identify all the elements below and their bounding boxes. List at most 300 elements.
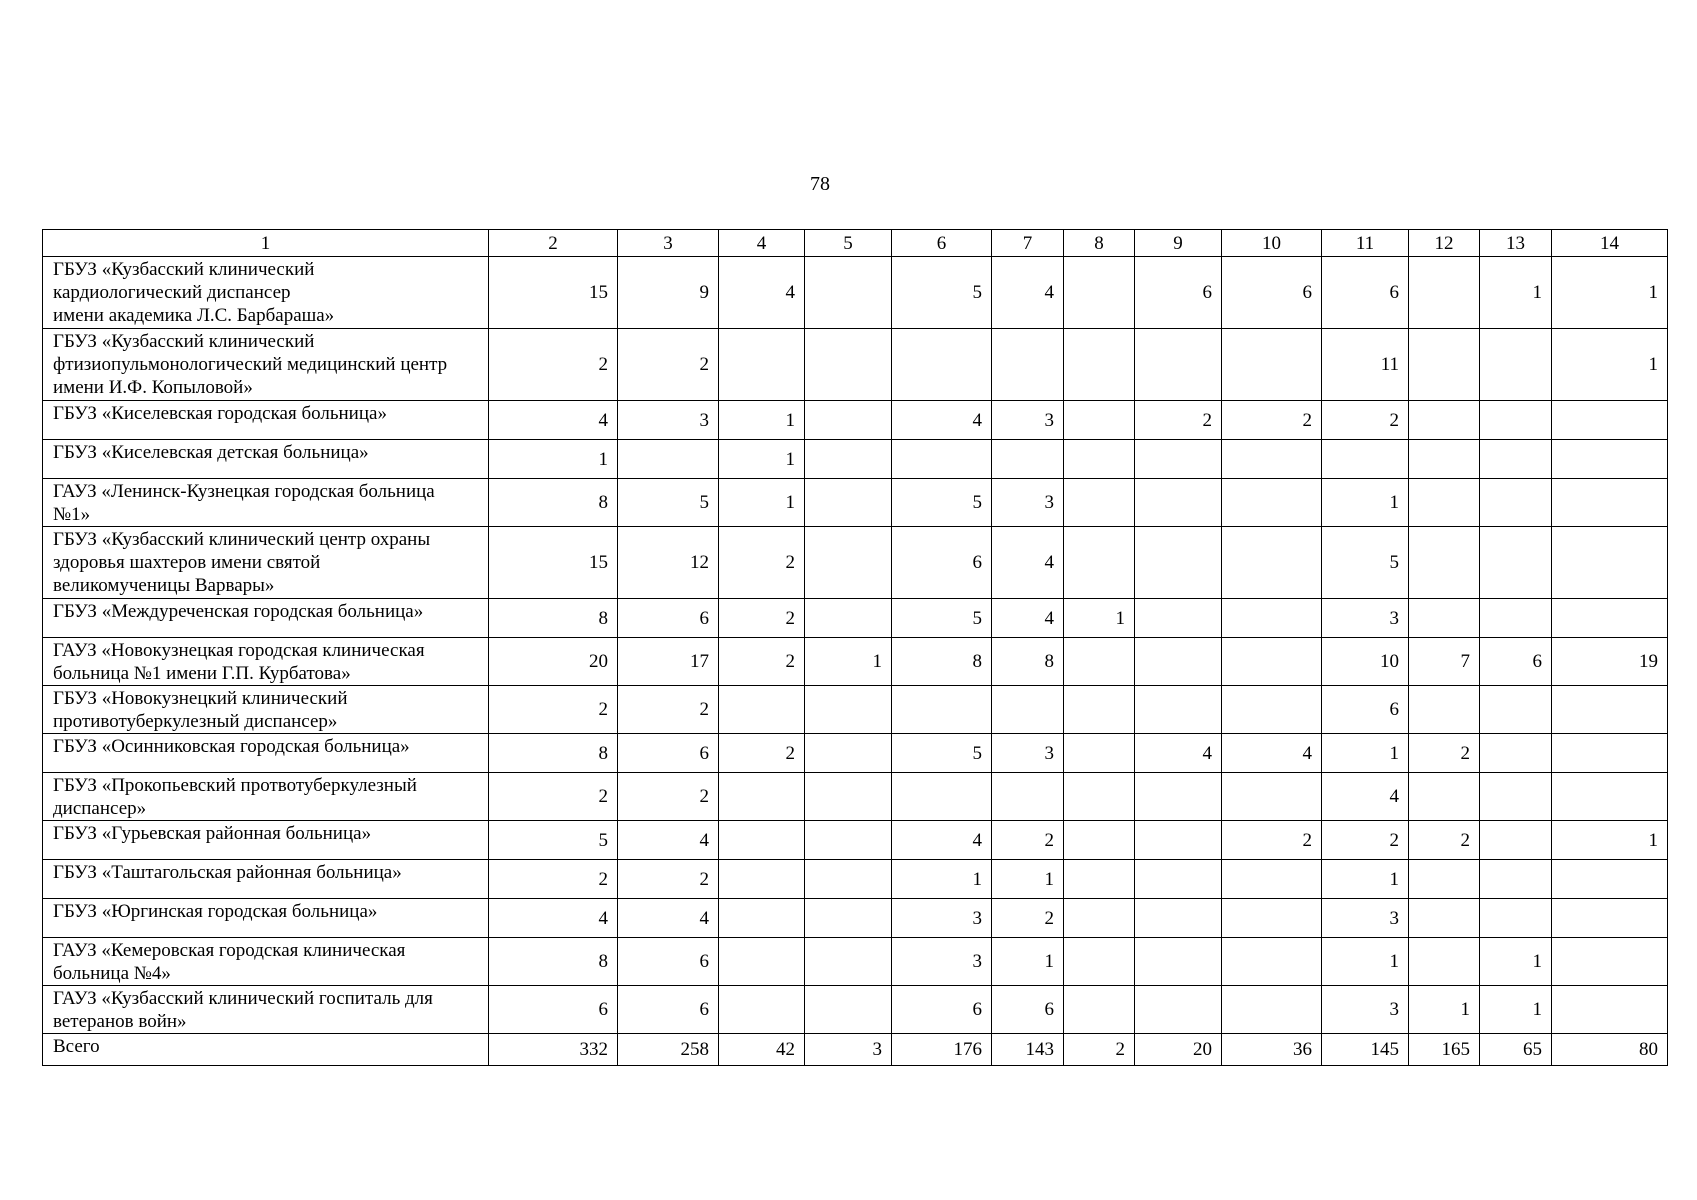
value-cell: 2 bbox=[489, 773, 618, 821]
value-cell: 20 bbox=[489, 638, 618, 686]
value-cell bbox=[1409, 899, 1480, 938]
value-cell: 1 bbox=[1552, 257, 1668, 329]
value-cell bbox=[719, 686, 805, 734]
value-cell: 2 bbox=[1409, 734, 1480, 773]
value-cell: 2 bbox=[1409, 821, 1480, 860]
data-table bbox=[42, 229, 1668, 1066]
value-cell: 6 bbox=[1480, 638, 1552, 686]
value-cell: 3 bbox=[618, 401, 719, 440]
value-cell: 6 bbox=[992, 986, 1064, 1034]
value-cell: 8 bbox=[489, 599, 618, 638]
value-cell: 36 bbox=[1222, 1034, 1322, 1066]
value-cell: 12 bbox=[618, 527, 719, 599]
value-cell: 7 bbox=[1409, 638, 1480, 686]
institution-name-cell bbox=[43, 686, 489, 734]
institution-name-line: ГБУЗ «Киселевская городская больница» bbox=[53, 403, 387, 424]
institution-name-line: диспансер» bbox=[53, 798, 147, 819]
institution-name-line: ГБУЗ «Киселевская детская больница» bbox=[53, 442, 369, 463]
value-cell bbox=[1552, 986, 1668, 1034]
value-cell: 4 bbox=[1135, 734, 1222, 773]
value-cell bbox=[719, 938, 805, 986]
value-cell: 1 bbox=[1064, 599, 1135, 638]
institution-name-line: ветеранов войн» bbox=[53, 1011, 187, 1032]
value-cell: 8 bbox=[489, 734, 618, 773]
value-cell bbox=[805, 773, 892, 821]
value-cell: 1 bbox=[892, 860, 992, 899]
value-cell bbox=[1064, 329, 1135, 401]
institution-name-line: ГБУЗ «Таштагольская районная больница» bbox=[53, 862, 402, 883]
value-cell: 3 bbox=[992, 734, 1064, 773]
institution-name-cell bbox=[43, 401, 489, 440]
value-cell: 145 bbox=[1322, 1034, 1409, 1066]
table-row bbox=[43, 938, 1668, 986]
value-cell bbox=[1552, 773, 1668, 821]
table-row bbox=[43, 773, 1668, 821]
institution-name-line: ГБУЗ «Кузбасский клинический bbox=[53, 259, 315, 280]
institution-name-cell bbox=[43, 599, 489, 638]
value-cell: 5 bbox=[892, 479, 992, 527]
institution-name-cell bbox=[43, 734, 489, 773]
institution-name-line: здоровья шахтеров имени святой bbox=[53, 552, 321, 573]
value-cell: 42 bbox=[719, 1034, 805, 1066]
value-cell bbox=[1064, 860, 1135, 899]
value-cell bbox=[1409, 440, 1480, 479]
value-cell: 2 bbox=[1135, 401, 1222, 440]
value-cell: 65 bbox=[1480, 1034, 1552, 1066]
value-cell bbox=[1064, 899, 1135, 938]
value-cell bbox=[1135, 527, 1222, 599]
value-cell: 8 bbox=[992, 638, 1064, 686]
value-cell: 6 bbox=[1322, 686, 1409, 734]
value-cell bbox=[805, 257, 892, 329]
institution-name-line: больница №1 имени Г.П. Курбатова» bbox=[53, 663, 351, 684]
value-cell: 1 bbox=[1552, 329, 1668, 401]
value-cell: 258 bbox=[618, 1034, 719, 1066]
value-cell: 1 bbox=[1409, 986, 1480, 1034]
institution-name-line: ГАУЗ «Кузбасский клинический госпиталь для bbox=[53, 988, 433, 1009]
value-cell: 2 bbox=[1222, 401, 1322, 440]
value-cell: 10 bbox=[1322, 638, 1409, 686]
value-cell bbox=[1222, 938, 1322, 986]
value-cell: 165 bbox=[1409, 1034, 1480, 1066]
value-cell bbox=[1409, 329, 1480, 401]
value-cell bbox=[892, 440, 992, 479]
value-cell: 6 bbox=[892, 986, 992, 1034]
institution-name-line: ГБУЗ «Юргинская городская больница» bbox=[53, 901, 378, 922]
value-cell bbox=[719, 329, 805, 401]
value-cell bbox=[1409, 860, 1480, 899]
value-cell bbox=[1480, 734, 1552, 773]
value-cell bbox=[1064, 479, 1135, 527]
table-row bbox=[43, 479, 1668, 527]
value-cell: 2 bbox=[719, 599, 805, 638]
value-cell bbox=[1222, 773, 1322, 821]
value-cell: 3 bbox=[892, 899, 992, 938]
value-cell bbox=[1480, 527, 1552, 599]
value-cell bbox=[1480, 860, 1552, 899]
value-cell bbox=[1552, 599, 1668, 638]
header-cell: 12 bbox=[1409, 230, 1480, 257]
value-cell bbox=[1480, 329, 1552, 401]
value-cell: 2 bbox=[1322, 821, 1409, 860]
header-cell: 5 bbox=[805, 230, 892, 257]
value-cell: 6 bbox=[892, 527, 992, 599]
value-cell bbox=[1480, 479, 1552, 527]
table-row bbox=[43, 401, 1668, 440]
value-cell bbox=[1409, 401, 1480, 440]
value-cell bbox=[1135, 479, 1222, 527]
value-cell: 332 bbox=[489, 1034, 618, 1066]
table-body bbox=[43, 257, 1668, 1066]
value-cell bbox=[1409, 527, 1480, 599]
value-cell bbox=[1222, 986, 1322, 1034]
value-cell bbox=[1552, 401, 1668, 440]
value-cell: 9 bbox=[618, 257, 719, 329]
value-cell: 4 bbox=[892, 821, 992, 860]
institution-name-line: ГБУЗ «Кузбасский клинический центр охраны bbox=[53, 529, 431, 550]
value-cell: 2 bbox=[1064, 1034, 1135, 1066]
institution-name-line: Всего bbox=[53, 1036, 100, 1057]
institution-name-cell bbox=[43, 986, 489, 1034]
institution-name-line: противотуберкулезный диспансер» bbox=[53, 711, 338, 732]
institution-name-cell bbox=[43, 938, 489, 986]
value-cell: 19 bbox=[1552, 638, 1668, 686]
table-row bbox=[43, 257, 1668, 329]
value-cell bbox=[1552, 440, 1668, 479]
value-cell: 176 bbox=[892, 1034, 992, 1066]
value-cell bbox=[1135, 686, 1222, 734]
header-cell: 4 bbox=[719, 230, 805, 257]
value-cell bbox=[1064, 440, 1135, 479]
value-cell bbox=[618, 440, 719, 479]
value-cell: 1 bbox=[1322, 860, 1409, 899]
table-row bbox=[43, 527, 1668, 599]
value-cell: 2 bbox=[1222, 821, 1322, 860]
value-cell: 2 bbox=[618, 686, 719, 734]
institution-name-cell bbox=[43, 860, 489, 899]
value-cell bbox=[1135, 821, 1222, 860]
value-cell bbox=[1064, 257, 1135, 329]
institution-name-cell bbox=[43, 899, 489, 938]
table-row bbox=[43, 638, 1668, 686]
value-cell: 1 bbox=[489, 440, 618, 479]
value-cell: 8 bbox=[489, 938, 618, 986]
value-cell: 8 bbox=[489, 479, 618, 527]
institution-name-line: ГАУЗ «Ленинск-Кузнецкая городская больница bbox=[53, 481, 435, 502]
institution-name-line: ГБУЗ «Прокопьевский протвотуберкулезный bbox=[53, 775, 417, 796]
value-cell: 80 bbox=[1552, 1034, 1668, 1066]
value-cell: 6 bbox=[618, 938, 719, 986]
value-cell bbox=[892, 329, 992, 401]
value-cell: 20 bbox=[1135, 1034, 1222, 1066]
value-cell bbox=[805, 599, 892, 638]
value-cell: 4 bbox=[1222, 734, 1322, 773]
value-cell bbox=[1064, 938, 1135, 986]
table-row bbox=[43, 860, 1668, 899]
value-cell: 1 bbox=[805, 638, 892, 686]
table-row bbox=[43, 440, 1668, 479]
value-cell bbox=[1135, 440, 1222, 479]
institution-name-cell bbox=[43, 329, 489, 401]
value-cell bbox=[892, 773, 992, 821]
value-cell bbox=[1480, 821, 1552, 860]
institution-name-line: имени И.Ф. Копыловой» bbox=[53, 377, 253, 398]
value-cell: 2 bbox=[489, 860, 618, 899]
value-cell: 15 bbox=[489, 527, 618, 599]
value-cell: 1 bbox=[1322, 938, 1409, 986]
value-cell bbox=[1135, 938, 1222, 986]
value-cell bbox=[1064, 821, 1135, 860]
institution-name-cell bbox=[43, 1034, 489, 1066]
value-cell: 4 bbox=[992, 257, 1064, 329]
value-cell: 4 bbox=[719, 257, 805, 329]
table-row bbox=[43, 899, 1668, 938]
value-cell bbox=[1480, 599, 1552, 638]
value-cell bbox=[1135, 599, 1222, 638]
value-cell bbox=[805, 440, 892, 479]
total-row bbox=[43, 1034, 1668, 1066]
institution-name-cell bbox=[43, 773, 489, 821]
table-row bbox=[43, 599, 1668, 638]
institution-name-line: больница №4» bbox=[53, 963, 171, 984]
value-cell: 2 bbox=[719, 734, 805, 773]
value-cell bbox=[1409, 686, 1480, 734]
value-cell: 1 bbox=[719, 440, 805, 479]
value-cell: 2 bbox=[1322, 401, 1409, 440]
value-cell bbox=[1222, 638, 1322, 686]
institution-name-cell bbox=[43, 821, 489, 860]
value-cell bbox=[1552, 527, 1668, 599]
value-cell bbox=[719, 899, 805, 938]
value-cell: 2 bbox=[719, 527, 805, 599]
value-cell: 6 bbox=[618, 986, 719, 1034]
institution-name-line: кардиологический диспансер bbox=[53, 282, 291, 303]
institution-name-cell bbox=[43, 479, 489, 527]
value-cell: 1 bbox=[992, 860, 1064, 899]
value-cell bbox=[1222, 329, 1322, 401]
value-cell bbox=[992, 686, 1064, 734]
header-cell: 1 bbox=[43, 230, 489, 257]
institution-name-line: ГБУЗ «Гурьевская районная больница» bbox=[53, 823, 372, 844]
value-cell: 1 bbox=[1480, 986, 1552, 1034]
value-cell: 5 bbox=[892, 599, 992, 638]
value-cell: 2 bbox=[992, 821, 1064, 860]
value-cell bbox=[805, 527, 892, 599]
institution-name-line: №1» bbox=[53, 504, 91, 525]
value-cell: 1 bbox=[992, 938, 1064, 986]
header-cell: 9 bbox=[1135, 230, 1222, 257]
value-cell bbox=[1409, 599, 1480, 638]
value-cell bbox=[1135, 638, 1222, 686]
value-cell bbox=[1222, 440, 1322, 479]
value-cell bbox=[805, 734, 892, 773]
value-cell: 3 bbox=[992, 479, 1064, 527]
page-number: 78 bbox=[810, 173, 830, 195]
value-cell: 6 bbox=[618, 599, 719, 638]
value-cell: 8 bbox=[892, 638, 992, 686]
value-cell bbox=[1135, 860, 1222, 899]
value-cell bbox=[1064, 773, 1135, 821]
value-cell: 5 bbox=[1322, 527, 1409, 599]
value-cell bbox=[719, 860, 805, 899]
value-cell: 5 bbox=[489, 821, 618, 860]
value-cell bbox=[1409, 479, 1480, 527]
value-cell: 6 bbox=[489, 986, 618, 1034]
value-cell: 3 bbox=[805, 1034, 892, 1066]
value-cell: 1 bbox=[719, 479, 805, 527]
value-cell bbox=[719, 986, 805, 1034]
table-row bbox=[43, 329, 1668, 401]
table-row bbox=[43, 986, 1668, 1034]
value-cell: 1 bbox=[1480, 257, 1552, 329]
institution-name-line: ГАУЗ «Кемеровская городская клиническая bbox=[53, 940, 406, 961]
institution-name-cell bbox=[43, 527, 489, 599]
header-cell: 7 bbox=[992, 230, 1064, 257]
institution-name-line: ГАУЗ «Новокузнецкая городская клиническая bbox=[53, 640, 425, 661]
value-cell bbox=[1135, 329, 1222, 401]
value-cell: 5 bbox=[618, 479, 719, 527]
table-row bbox=[43, 686, 1668, 734]
value-cell bbox=[1409, 257, 1480, 329]
header-row bbox=[43, 230, 1668, 257]
value-cell bbox=[1135, 986, 1222, 1034]
value-cell bbox=[1064, 527, 1135, 599]
header-cell: 8 bbox=[1064, 230, 1135, 257]
value-cell bbox=[1135, 899, 1222, 938]
value-cell bbox=[1480, 899, 1552, 938]
value-cell bbox=[1409, 938, 1480, 986]
value-cell: 4 bbox=[618, 899, 719, 938]
value-cell: 2 bbox=[618, 329, 719, 401]
institution-name-cell bbox=[43, 638, 489, 686]
value-cell bbox=[805, 686, 892, 734]
value-cell: 5 bbox=[892, 257, 992, 329]
value-cell bbox=[992, 773, 1064, 821]
value-cell: 2 bbox=[489, 686, 618, 734]
value-cell: 6 bbox=[1222, 257, 1322, 329]
institution-name-line: фтизиопульмонологический медицинский центр bbox=[53, 354, 448, 375]
value-cell: 4 bbox=[992, 599, 1064, 638]
value-cell: 143 bbox=[992, 1034, 1064, 1066]
value-cell bbox=[1552, 899, 1668, 938]
institution-name-line: ГБУЗ «Кузбасский клинический bbox=[53, 331, 315, 352]
value-cell: 4 bbox=[489, 401, 618, 440]
value-cell bbox=[719, 821, 805, 860]
table-row bbox=[43, 821, 1668, 860]
value-cell: 2 bbox=[618, 860, 719, 899]
value-cell bbox=[805, 821, 892, 860]
institution-name-line: ГБУЗ «Осинниковская городская больница» bbox=[53, 736, 410, 757]
value-cell bbox=[1064, 686, 1135, 734]
value-cell bbox=[1552, 686, 1668, 734]
header-cell: 3 bbox=[618, 230, 719, 257]
value-cell bbox=[1552, 938, 1668, 986]
value-cell: 15 bbox=[489, 257, 618, 329]
value-cell bbox=[1135, 773, 1222, 821]
value-cell bbox=[992, 329, 1064, 401]
value-cell: 4 bbox=[892, 401, 992, 440]
header-cell: 2 bbox=[489, 230, 618, 257]
header-cell: 14 bbox=[1552, 230, 1668, 257]
value-cell: 2 bbox=[618, 773, 719, 821]
value-cell bbox=[1480, 686, 1552, 734]
value-cell bbox=[1222, 599, 1322, 638]
value-cell bbox=[892, 686, 992, 734]
value-cell bbox=[1222, 860, 1322, 899]
value-cell: 6 bbox=[1135, 257, 1222, 329]
value-cell: 1 bbox=[1322, 479, 1409, 527]
value-cell bbox=[1064, 401, 1135, 440]
value-cell: 5 bbox=[892, 734, 992, 773]
value-cell bbox=[1409, 773, 1480, 821]
value-cell bbox=[1480, 440, 1552, 479]
value-cell bbox=[1552, 479, 1668, 527]
value-cell bbox=[805, 938, 892, 986]
value-cell: 4 bbox=[489, 899, 618, 938]
value-cell: 11 bbox=[1322, 329, 1409, 401]
value-cell: 1 bbox=[1552, 821, 1668, 860]
value-cell bbox=[1322, 440, 1409, 479]
value-cell bbox=[805, 899, 892, 938]
value-cell: 3 bbox=[1322, 599, 1409, 638]
value-cell: 2 bbox=[489, 329, 618, 401]
value-cell bbox=[805, 860, 892, 899]
value-cell bbox=[1222, 899, 1322, 938]
value-cell: 4 bbox=[618, 821, 719, 860]
value-cell bbox=[992, 440, 1064, 479]
value-cell: 2 bbox=[992, 899, 1064, 938]
institution-name-cell bbox=[43, 440, 489, 479]
value-cell bbox=[1064, 638, 1135, 686]
header-cell: 11 bbox=[1322, 230, 1409, 257]
value-cell: 6 bbox=[618, 734, 719, 773]
value-cell bbox=[1222, 686, 1322, 734]
header-cell: 13 bbox=[1480, 230, 1552, 257]
value-cell: 1 bbox=[1480, 938, 1552, 986]
value-cell: 2 bbox=[719, 638, 805, 686]
value-cell bbox=[805, 401, 892, 440]
institution-name-cell bbox=[43, 257, 489, 329]
institution-name-line: ГБУЗ «Междуреченская городская больница» bbox=[53, 601, 424, 622]
header-cell: 6 bbox=[892, 230, 992, 257]
value-cell: 17 bbox=[618, 638, 719, 686]
value-cell: 3 bbox=[892, 938, 992, 986]
value-cell bbox=[805, 479, 892, 527]
institution-name-line: великомученицы Варвары» bbox=[53, 575, 275, 596]
header-cell: 10 bbox=[1222, 230, 1322, 257]
value-cell: 4 bbox=[1322, 773, 1409, 821]
table-row bbox=[43, 734, 1668, 773]
institution-name-line: имени академика Л.С. Барбараша» bbox=[53, 305, 335, 326]
value-cell: 3 bbox=[992, 401, 1064, 440]
value-cell: 3 bbox=[1322, 986, 1409, 1034]
value-cell bbox=[805, 986, 892, 1034]
value-cell bbox=[1064, 986, 1135, 1034]
value-cell bbox=[1222, 527, 1322, 599]
value-cell bbox=[1552, 734, 1668, 773]
value-cell bbox=[719, 773, 805, 821]
value-cell bbox=[805, 329, 892, 401]
value-cell: 3 bbox=[1322, 899, 1409, 938]
value-cell bbox=[1480, 773, 1552, 821]
value-cell bbox=[1552, 860, 1668, 899]
institution-name-line: ГБУЗ «Новокузнецкий клинический bbox=[53, 688, 348, 709]
value-cell bbox=[1064, 734, 1135, 773]
value-cell: 1 bbox=[1322, 734, 1409, 773]
value-cell: 4 bbox=[992, 527, 1064, 599]
value-cell bbox=[1480, 401, 1552, 440]
value-cell: 6 bbox=[1322, 257, 1409, 329]
